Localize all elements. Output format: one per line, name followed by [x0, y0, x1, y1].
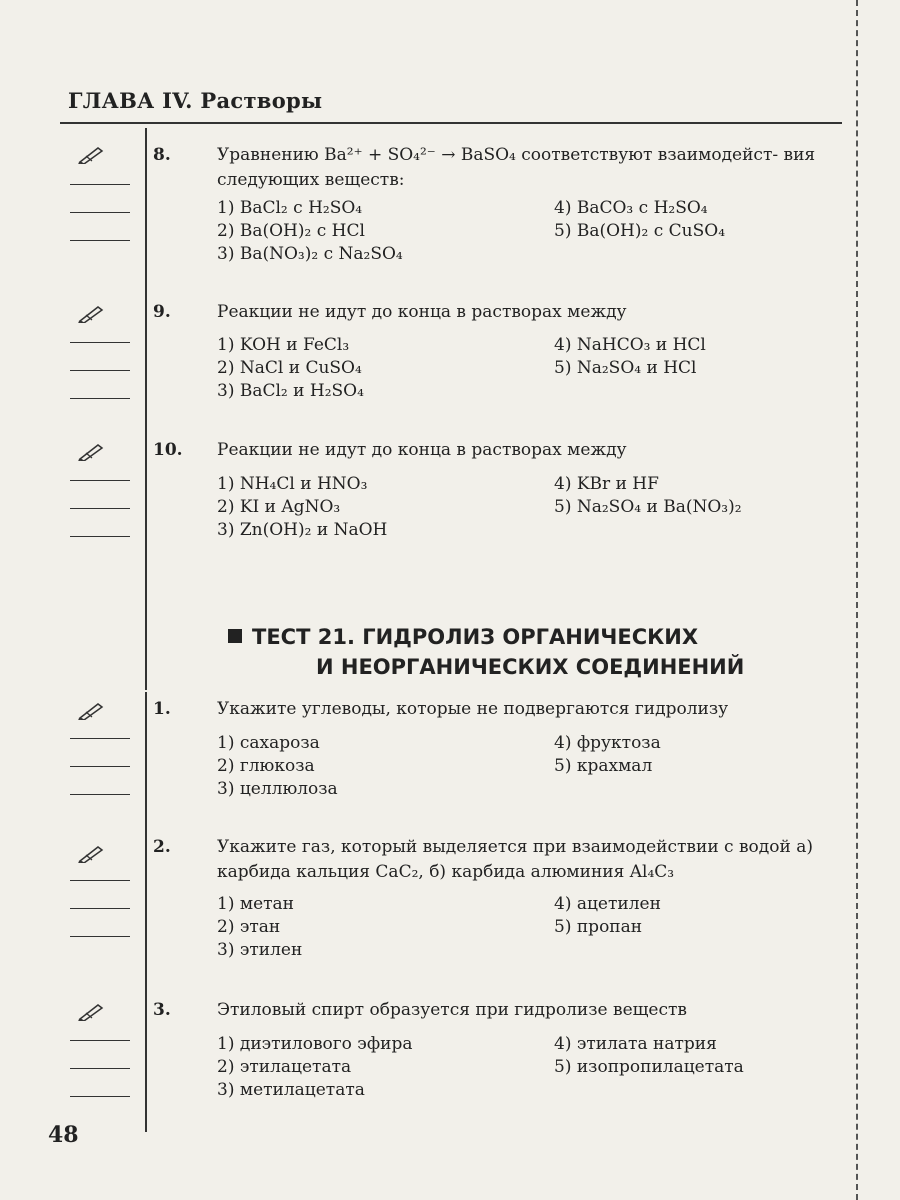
- answer-option[interactable]: 5) крахмал: [554, 756, 653, 776]
- answer-option[interactable]: 3) целлюлоза: [217, 779, 338, 799]
- answer-option[interactable]: 2) NaCl и CuSO₄: [217, 358, 362, 378]
- question-number: 8.: [153, 145, 171, 165]
- answer-option[interactable]: 4) этилата натрия: [554, 1034, 717, 1054]
- answer-option[interactable]: 1) сахароза: [217, 733, 320, 753]
- answer-line: [70, 1040, 130, 1041]
- answer-option[interactable]: 3) этилен: [217, 940, 303, 960]
- answer-option[interactable]: 4) KBr и HF: [554, 474, 659, 494]
- answer-option[interactable]: 5) Ba(OH)₂ с CuSO₄: [554, 221, 726, 241]
- test-title: [228, 622, 828, 682]
- answer-line: [70, 908, 130, 909]
- answer-option[interactable]: 5) изопропилацетата: [554, 1057, 744, 1077]
- pencil-icon: [78, 1003, 104, 1021]
- page-number: 48: [48, 1122, 79, 1148]
- answer-option[interactable]: 2) KI и AgNO₃: [217, 497, 341, 517]
- answer-line: [70, 398, 130, 399]
- answer-line: [70, 480, 130, 481]
- answer-option[interactable]: 2) глюкоза: [217, 756, 315, 776]
- question-text: Укажите углеводы, которые не подвергаются гидролизу: [217, 699, 729, 719]
- answer-option[interactable]: 1) NH₄Cl и HNO₃: [217, 474, 368, 494]
- answer-option[interactable]: 5) Na₂SO₄ и Ba(NO₃)₂: [554, 497, 742, 517]
- answer-line: [70, 1068, 130, 1069]
- answer-option[interactable]: 1) метан: [217, 894, 295, 914]
- pencil-icon: [78, 845, 104, 863]
- question-text: Уравнению Ba²⁺ + SO₄²⁻ → BaSO₄ соответствуют взаимодейст- вия следующих веществ:: [217, 145, 816, 190]
- answer-option[interactable]: 3) Ba(NO₃)₂ с Na₂SO₄: [217, 244, 403, 264]
- answer-option[interactable]: 1) BaCl₂ с H₂SO₄: [217, 198, 363, 218]
- answer-line: [70, 508, 130, 509]
- page-cut-edge: [856, 0, 858, 1200]
- answer-option[interactable]: 1) диэтилового эфира: [217, 1034, 413, 1054]
- answer-line: [70, 536, 130, 537]
- answer-line: [70, 880, 130, 881]
- answer-line: [70, 370, 130, 371]
- answer-line: [70, 794, 130, 795]
- pencil-icon: [78, 146, 104, 164]
- answer-line: [70, 936, 130, 937]
- chapter-header: ГЛАВА IV. Растворы: [68, 88, 323, 113]
- question-number: 2.: [153, 837, 171, 857]
- answer-line: [70, 184, 130, 185]
- pencil-icon: [78, 702, 104, 720]
- answer-option[interactable]: 2) этилацетата: [217, 1057, 352, 1077]
- answer-option[interactable]: 4) фруктоза: [554, 733, 661, 753]
- answer-option[interactable]: 2) Ba(OH)₂ с HCl: [217, 221, 365, 241]
- answer-option[interactable]: 3) BaCl₂ и H₂SO₄: [217, 381, 364, 401]
- question-text: Реакции не идут до конца в растворах между: [217, 302, 627, 322]
- answer-option[interactable]: 2) этан: [217, 917, 281, 937]
- answer-option[interactable]: 5) Na₂SO₄ и HCl: [554, 358, 697, 378]
- answer-option[interactable]: 1) KOH и FeCl₃: [217, 335, 350, 355]
- pencil-icon: [78, 443, 104, 461]
- test-title-line1: ТЕСТ 21. ГИДРОЛИЗ ОРГАНИЧЕСКИХ: [252, 625, 699, 649]
- question-number: 1.: [153, 699, 171, 719]
- question-text: Реакции не идут до конца в растворах между: [217, 440, 627, 460]
- margin-rule-top: [145, 128, 147, 690]
- question-text: Этиловый спирт образуется при гидролизе веществ: [217, 1000, 687, 1020]
- answer-line: [70, 240, 130, 241]
- question-number: 3.: [153, 1000, 171, 1020]
- pencil-icon: [78, 305, 104, 323]
- answer-line: [70, 212, 130, 213]
- answer-option[interactable]: 4) ацетилен: [554, 894, 661, 914]
- answer-line: [70, 766, 130, 767]
- question-number: 10.: [153, 440, 183, 460]
- question-number: 9.: [153, 302, 171, 322]
- square-bullet-icon: [228, 629, 242, 643]
- answer-option[interactable]: 3) метилацетата: [217, 1080, 365, 1100]
- header-rule: [60, 122, 842, 124]
- answer-line: [70, 342, 130, 343]
- answer-option[interactable]: 4) NaHCO₃ и HCl: [554, 335, 706, 355]
- answer-line: [70, 738, 130, 739]
- margin-rule-bottom: [145, 692, 147, 1132]
- answer-option[interactable]: 5) пропан: [554, 917, 643, 937]
- test-title-line2: И НЕОРГАНИЧЕСКИХ СОЕДИНЕНИЙ: [316, 655, 745, 679]
- answer-line: [70, 1096, 130, 1097]
- answer-option[interactable]: 4) BaCO₃ с H₂SO₄: [554, 198, 708, 218]
- question-text: Укажите газ, который выделяется при взаимодействии с водой а) карбида кальция CaC₂, б) карбида алюминия Al₄C₃: [217, 837, 813, 882]
- answer-option[interactable]: 3) Zn(OH)₂ и NaOH: [217, 520, 388, 540]
